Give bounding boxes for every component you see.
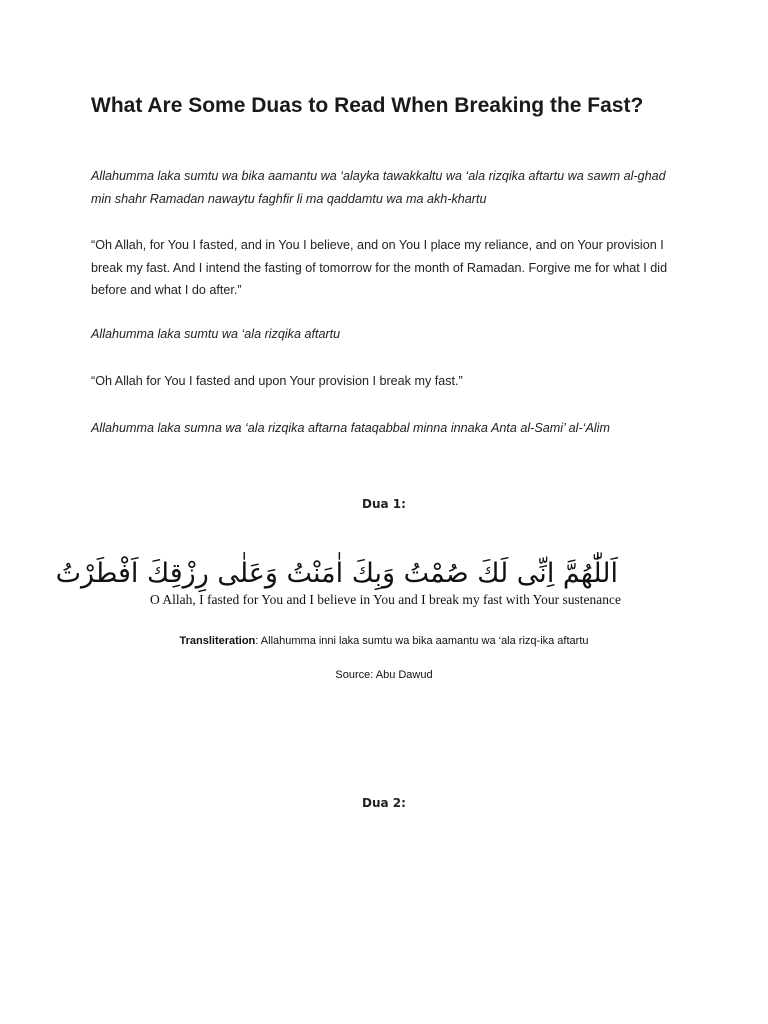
short-dua-transliteration-paragraph: Allahumma laka sumtu wa ‘ala rizqika aftartu xyxy=(91,327,341,341)
short-dua-translation-paragraph: “Oh Allah for You I fasted and upon Your provision I break my fast.” xyxy=(91,374,463,388)
page-title: What Are Some Duas to Read When Breaking the Fast? xyxy=(91,94,644,117)
dua-1-source: Source: Abu Dawud xyxy=(335,669,433,681)
dua-transliteration-paragraph: Allahumma laka sumtu wa bika aamantu wa ‘alayka tawakkaltu wa ‘ala rizqika aftartu wa sawm al-ghad min shahr Ramadan nawaytu faghfir li ma qaddamtu wa ma akh-khartu xyxy=(91,169,666,206)
dua-translation-paragraph: “Oh Allah, for You I fasted, and in You I believe, and on You I place my reliance, and on Your provision I break my fast. And I intend the fasting of tomorrow for the month of Ramadan. Forgive me for what I did before and what I do after.” xyxy=(91,238,668,297)
dua-1-image-translation: O Allah, I fasted for You and I believe in You and I break my fast with Your sustenance xyxy=(150,592,621,607)
dua-1-arabic-text: اَللّٰهُمَّ اِنِّی لَكَ صُمْتُ وَبِكَ اٰمَنْتُ وَعَلٰی رِزْقِكَ اَفْطَرْتُ xyxy=(55,558,618,589)
transliteration-label: Transliteration xyxy=(179,635,256,647)
dua-1-arabic-image xyxy=(55,556,621,608)
group-dua-transliteration-paragraph: Allahumma laka sumna wa ‘ala rizqika aftarna fataqabbal minna innaka Anta al-Sami’ al-‘Alim xyxy=(91,421,610,435)
transliteration-text: : Allahumma inni laka sumtu wa bika aamantu wa ‘ala rizq-ika aftartu xyxy=(255,635,589,647)
dua-2-heading: Dua 2: xyxy=(362,796,406,810)
dua-1-heading: Dua 1: xyxy=(362,497,406,511)
dua-1-transliteration xyxy=(0,635,768,647)
